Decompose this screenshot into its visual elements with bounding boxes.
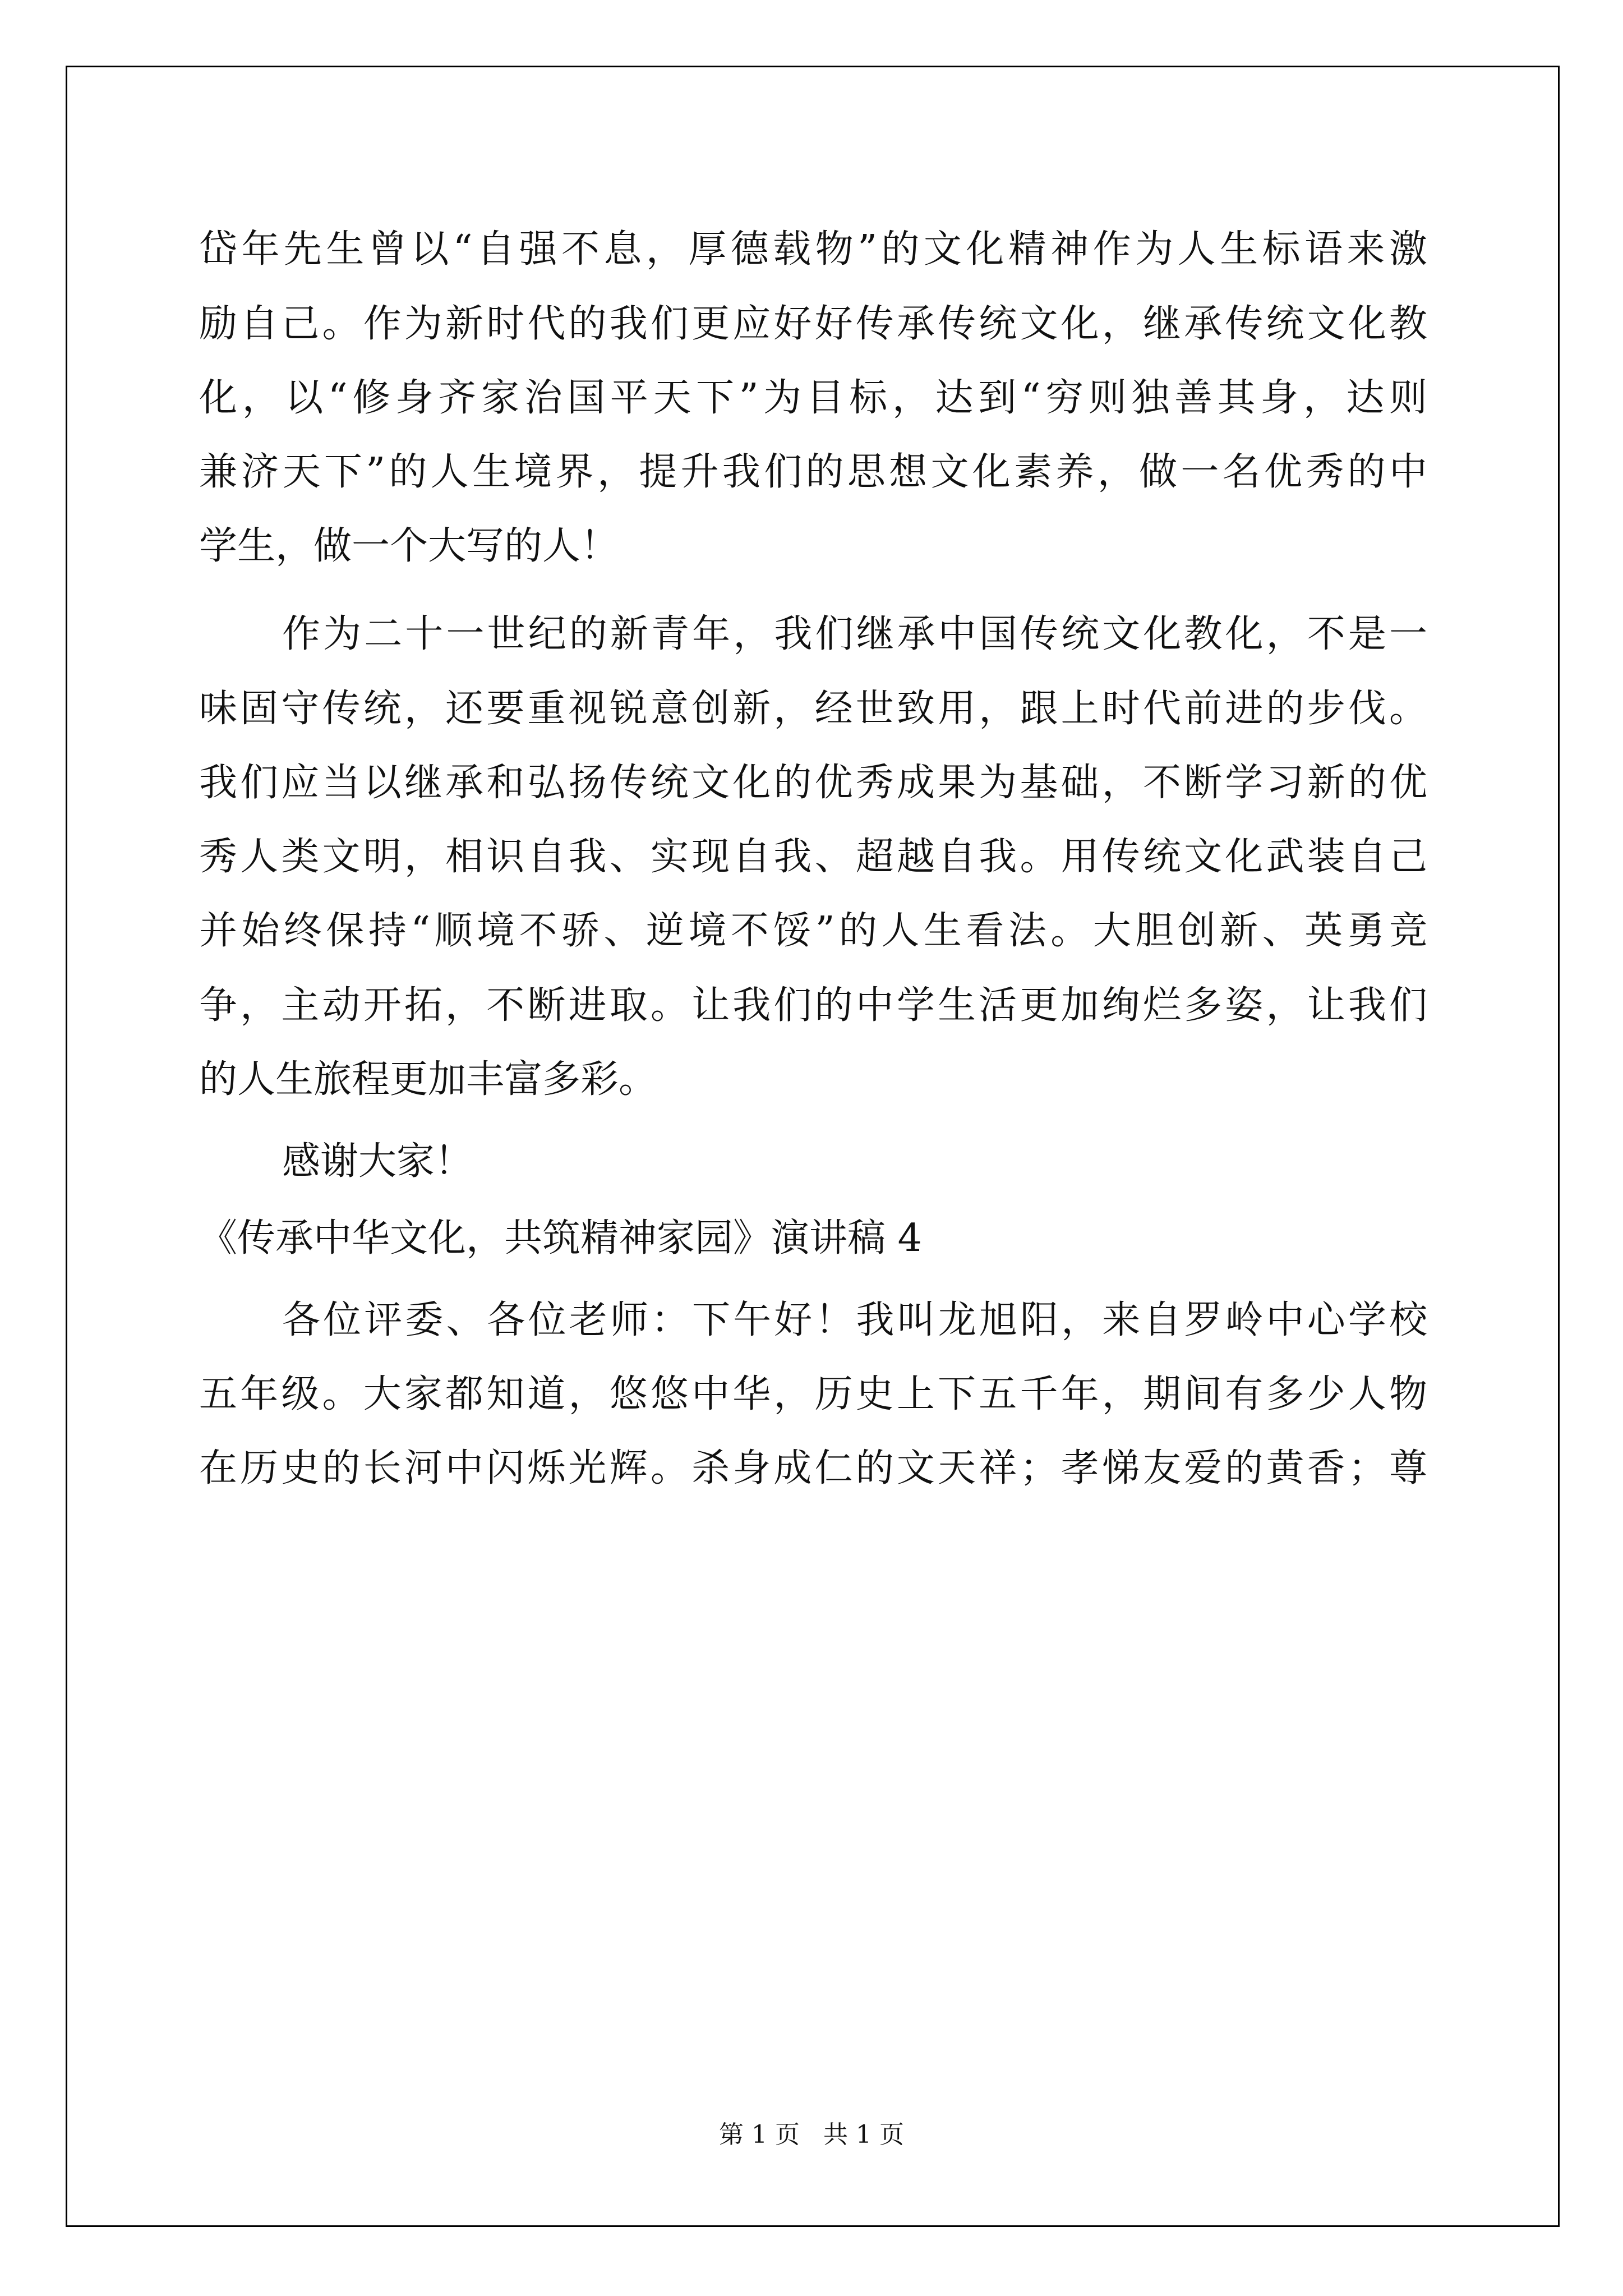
text-line: 我们应当以继承和弘扬传统文化的优秀成果为基础，不断学习新的优 (199, 761, 1427, 805)
text-line: 味固守传统，还要重视锐意创新，经世致用，跟上时代前进的步伐。 (199, 687, 1427, 731)
paragraph-first-line: 各位评委、各位老师：下午好！我叫龙旭阳，来自罗岭中心学校 (282, 1298, 1427, 1342)
text-line: 的人生旅程更加丰富多彩。 (199, 1057, 657, 1102)
text-line: 并始终保持“顺境不骄、逆境不馁”的人生看法。大胆创新、英勇竞 (199, 909, 1427, 953)
text-line: 励自己。作为新时代的我们更应好好传承传统文化，继承传统文化教 (199, 302, 1427, 346)
text-line: 秀人类文明，相识自我、实现自我、超越自我。用传统文化武装自己 (199, 835, 1427, 879)
text-line: 五年级。大家都知道，悠悠中华，历史上下五千年，期间有多少人物 (199, 1372, 1427, 1416)
closing-thanks: 感谢大家！ (282, 1139, 473, 1184)
paragraph-first-line: 作为二十一世纪的新青年，我们继承中国传统文化教化，不是一 (282, 612, 1427, 656)
page-number-footer: 第 1 页 共 1 页 (719, 2120, 904, 2149)
text-line: 学生，做一个大写的人！ (199, 524, 619, 568)
section-heading: 《传承中华文化，共筑精神家园》演讲稿 4 (199, 1216, 922, 1260)
text-line: 化，以“修身齐家治国平天下”为目标，达到“穷则独善其身，达则 (199, 376, 1427, 420)
text-line: 岱年先生曾以“自强不息，厚德载物”的文化精神作为人生标语来激 (199, 227, 1427, 272)
text-line: 在历史的长河中闪烁光辉。杀身成仁的文天祥；孝悌友爱的黄香；尊 (199, 1446, 1427, 1490)
text-line: 兼济天下”的人生境界，提升我们的思想文化素养，做一名优秀的中 (199, 450, 1427, 494)
text-line: 争，主动开拓，不断进取。让我们的中学生活更加绚烂多姿，让我们 (199, 983, 1427, 1028)
